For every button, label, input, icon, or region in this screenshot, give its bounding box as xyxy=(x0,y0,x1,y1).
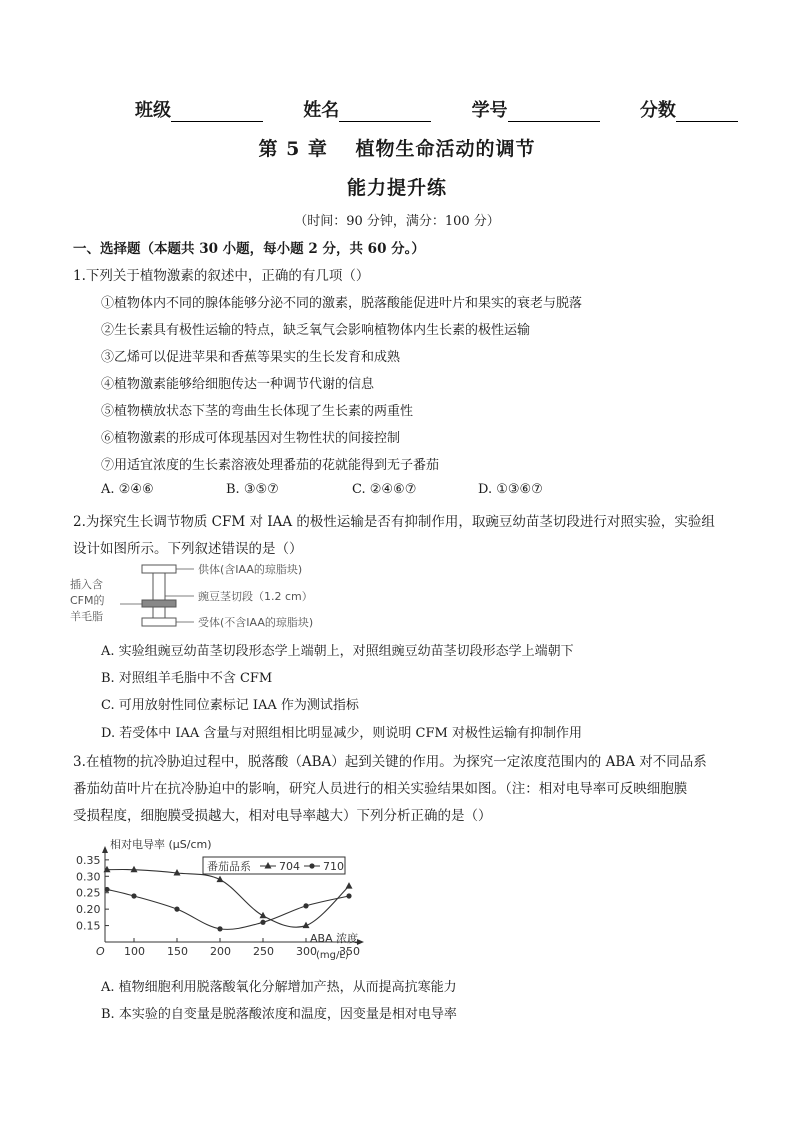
q1-item: ②生长素具有极性运输的特点，缺乏氧气会影响植物体内生长素的极性运输 xyxy=(101,323,531,338)
q2-option-d[interactable]: D. 若受体中 IAA 含量与对照组相比明显减少，则说明 CFM 对极性运输有抑制作用 xyxy=(101,726,582,741)
x-tick-label: O xyxy=(96,945,105,958)
subtitle: 能力提升练 xyxy=(346,177,447,199)
x-tick-label: 100 xyxy=(124,945,145,958)
receiver-block xyxy=(142,618,176,626)
section-heading: 一、选择题（本题共 30 小题，每小题 2 分，共 60 分。） xyxy=(73,241,425,257)
q1-item: ③乙烯可以促进苹果和香蕉等果实的生长发育和成熟 xyxy=(101,350,401,365)
point-710 xyxy=(346,893,351,898)
point-710 xyxy=(174,907,179,912)
y-tick-label: 0.30 xyxy=(76,870,101,884)
left-label-2: CFM的 xyxy=(70,594,105,607)
q2-option-c[interactable]: C. 可用放射性同位素标记 IAA 作为测试指标 xyxy=(101,698,359,713)
x-axis-label: ABA 浓度 xyxy=(310,932,359,945)
x-tick-label: 200 xyxy=(210,945,231,958)
time-info: （时间：90 分钟，满分：100 分） xyxy=(294,214,500,229)
conductivity-chart xyxy=(70,832,380,967)
y-tick-label: 0.20 xyxy=(76,903,101,917)
donor-block xyxy=(142,565,176,573)
q3-stem-line3: 受损程度，细胞膜受损越大，相对电导率越大）下列分析正确的是（） xyxy=(73,808,492,824)
name-label: 姓名 xyxy=(303,100,340,121)
point-710 xyxy=(131,893,136,898)
class-blank[interactable] xyxy=(171,103,263,122)
id-blank[interactable] xyxy=(508,103,600,122)
q2-option-a[interactable]: A. 实验组豌豆幼苗茎切段形态学上端朝上，对照组豌豆幼苗茎切段形态学上端朝下 xyxy=(101,644,574,659)
q2-option-b[interactable]: B. 对照组羊毛脂中不含 CFM xyxy=(101,671,273,686)
x-axis-unit: (mg/L) xyxy=(316,950,349,961)
q3-chart xyxy=(70,832,380,967)
point-710 xyxy=(217,926,222,931)
q1-item: ①植物体内不同的腺体能够分泌不同的激素，脱落酸能促进叶片和果实的衰老与脱落 xyxy=(101,296,583,311)
x-tick-label: 250 xyxy=(253,945,274,958)
y-tick-label: 0.35 xyxy=(76,853,101,867)
y-tick-label: 0.25 xyxy=(76,886,101,900)
chapter-title: 第 5 章 植物生命活动的调节 xyxy=(258,138,536,160)
x-tick-label: 350 xyxy=(339,945,360,958)
series-line-710 xyxy=(107,889,349,929)
class-label: 班级 xyxy=(135,100,171,121)
segment-label: 豌豆茎切段（1.2 cm） xyxy=(198,590,313,603)
q1-item: ⑥植物激素的形成可体现基因对生物性状的间接控制 xyxy=(101,431,401,446)
score-blank[interactable] xyxy=(676,103,738,122)
y-axis-label: 相对电导率 (μS/cm) xyxy=(110,838,212,851)
left-label-1: 插入含 xyxy=(70,578,103,591)
student-info-row xyxy=(135,96,738,122)
donor-label: 供体(含IAA的琼脂块) xyxy=(198,563,303,576)
receiver-label: 受体(不含IAA的琼脂块) xyxy=(198,616,314,629)
legend-label-704: 704 xyxy=(279,860,300,873)
lanolin-ring xyxy=(142,600,176,607)
q1-stem: 1.下列关于植物激素的叙述中，正确的有几项（） xyxy=(73,268,370,284)
q1-item: ⑦用适宜浓度的生长素溶液处理番茄的花就能得到无子番茄 xyxy=(101,458,440,473)
q1-option-a[interactable]: A. ②④⑥ xyxy=(101,482,154,497)
q3-option-a[interactable]: A. 植物细胞利用脱落酸氧化分解增加产热，从而提高抗寒能力 xyxy=(101,980,457,995)
point-704 xyxy=(260,912,267,919)
y-axis-arrow xyxy=(102,846,108,853)
q1-item: ⑤植物横放状态下茎的弯曲生长体现了生长素的两重性 xyxy=(101,404,414,419)
q3-stem-line2: 番茄幼苗叶片在抗冷胁迫中的影响，研究人员进行的相关实验结果如图。（注：相对电导率可反映细胞膜 xyxy=(73,781,688,797)
q1-option-c[interactable]: C. ②④⑥⑦ xyxy=(352,482,417,497)
y-tick-label: 0.15 xyxy=(76,919,101,933)
legend-marker-710 xyxy=(309,863,314,868)
point-710 xyxy=(104,887,109,892)
q2-stem-line2: 设计如图所示。下列叙述错误的是（） xyxy=(73,541,303,557)
left-label-3: 羊毛脂 xyxy=(70,610,103,623)
point-704 xyxy=(346,882,353,889)
legend-label-710: 710 xyxy=(323,860,344,873)
q1-option-d[interactable]: D. ①③⑥⑦ xyxy=(478,482,543,497)
q3-option-b[interactable]: B. 本实验的自变量是脱落酸浓度和温度，因变量是相对电导率 xyxy=(101,1007,457,1022)
experiment-diagram xyxy=(70,560,370,632)
id-label: 学号 xyxy=(471,100,508,121)
q1-item: ④植物激素能够给细胞传达一种调节代谢的信息 xyxy=(101,377,375,392)
point-704 xyxy=(131,866,138,873)
q2-figure xyxy=(70,560,370,632)
score-label: 分数 xyxy=(639,100,676,121)
point-710 xyxy=(260,920,265,925)
q2-stem-line1: 2.为探究生长调节物质 CFM 对 IAA 的极性运输是否有抑制作用，取豌豆幼苗茎切段进行对照实验，实验组 xyxy=(73,514,715,530)
name-blank[interactable] xyxy=(339,103,431,122)
q1-option-b[interactable]: B. ③⑤⑦ xyxy=(226,482,279,497)
point-710 xyxy=(303,903,308,908)
x-tick-label: 150 xyxy=(167,945,188,958)
legend-title: 番茄品系 xyxy=(207,860,251,873)
x-tick-label: 300 xyxy=(296,945,317,958)
q3-stem-line1: 3.在植物的抗冷胁迫过程中，脱落酸（ABA）起到关键的作用。为探究一定浓度范围内的 ABA 对不同品系 xyxy=(73,754,707,770)
